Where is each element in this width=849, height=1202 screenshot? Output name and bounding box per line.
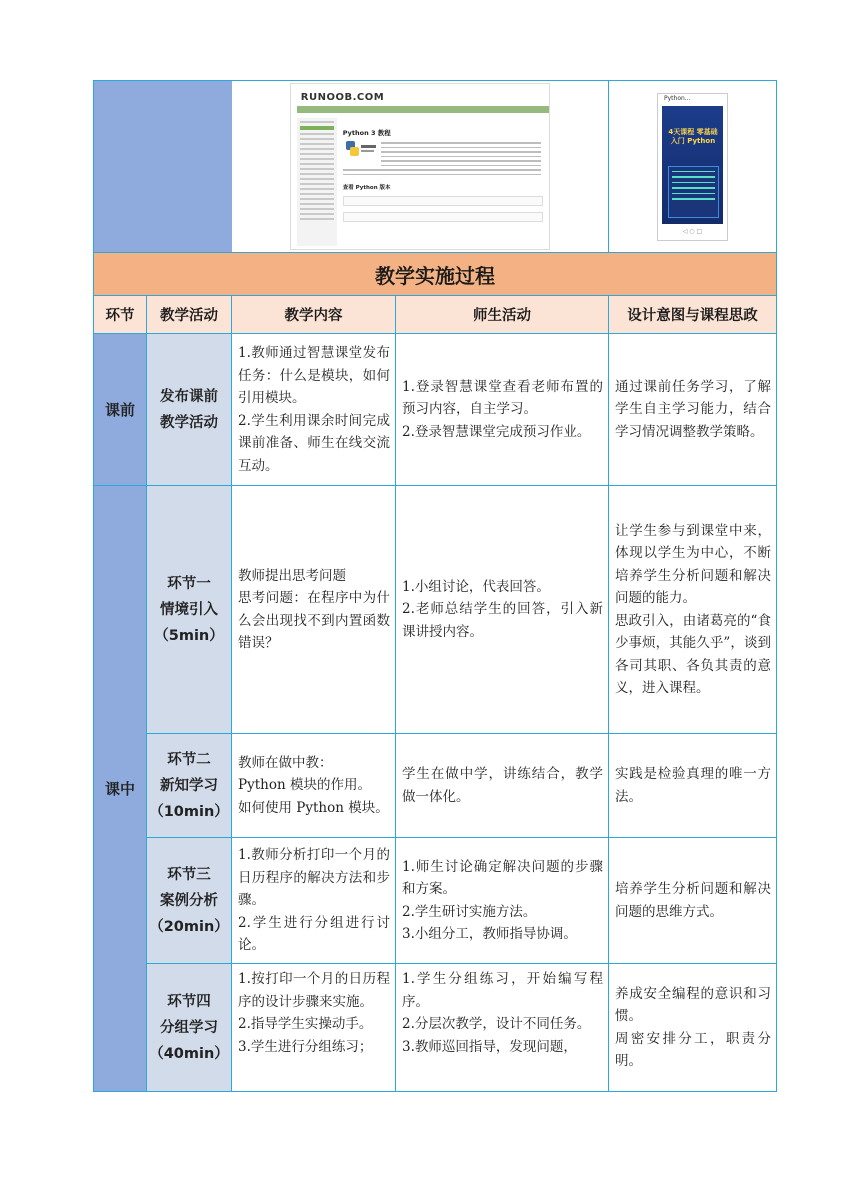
teacher-student-cell: 1.小组讨论，代表回答。 2.老师总结学生的回答，引入新课讲授内容。 bbox=[396, 486, 609, 734]
activity-cell: 环节三 案例分析 （20min） bbox=[147, 838, 232, 964]
content-cell: 1.按打印一个月的日历程序的设计步骤来实施。 2.指导学生实操动手。 3.学生进行分组练习； bbox=[232, 964, 396, 1092]
site-nav-bar bbox=[297, 106, 549, 113]
python-logo-icon bbox=[345, 139, 377, 161]
content-cell: 教师提出思考问题 思考问题：在程序中为什么会出现找不到内置函数错误？ bbox=[232, 486, 396, 734]
phone-app-title: Python... bbox=[664, 94, 691, 102]
site-logo: RUNOOB.COM bbox=[300, 92, 385, 103]
intent-cell: 实践是检验真理的唯一方法。 bbox=[609, 734, 777, 838]
table-row bbox=[94, 334, 777, 486]
screenshot-row-label-cell bbox=[94, 81, 232, 253]
section-title: 教学实施过程 bbox=[94, 253, 777, 296]
header-content: 教学内容 bbox=[232, 296, 396, 334]
header-design-intent: 设计意图与课程思政 bbox=[609, 296, 777, 334]
activity-cell: 环节四 分组学习 （40min） bbox=[147, 964, 232, 1092]
teacher-student-cell: 1.师生讨论确定解决问题的步骤和方案。 2.学生研讨实施方法。 3.小组分工，教师指导协调。 bbox=[396, 838, 609, 964]
content-cell: 教师在做中教： Python 模块的作用。 如何使用 Python 模块。 bbox=[232, 734, 396, 838]
intent-cell: 通过课前任务学习，了解学生自主学习能力，结合学习情况调整教学策略。 bbox=[609, 334, 777, 486]
course-poster bbox=[662, 106, 723, 224]
table-row bbox=[94, 734, 777, 838]
site-code-block bbox=[343, 212, 543, 222]
poster-text: 4天课程 零基础入门 Python bbox=[668, 127, 718, 145]
header-segment: 环节 bbox=[94, 296, 147, 334]
table-row bbox=[94, 486, 777, 734]
teacher-student-cell: 1.登录智慧课堂查看老师布置的预习内容，自主学习。 2.登录智慧课堂完成预习作业。 bbox=[396, 334, 609, 486]
content-cell: 1.教师通过智慧课堂发布任务：什么是模块，如何引用模块。 2.学生利用课余时间完成课前准备、师生在线交流互动。 bbox=[232, 334, 396, 486]
table-row bbox=[94, 964, 777, 1092]
teacher-student-cell: 学生在做中学，讲练结合，教学做一体化。 bbox=[396, 734, 609, 838]
site-heading: Python 3 教程 bbox=[342, 129, 391, 137]
lesson-plan-table bbox=[93, 80, 776, 1092]
phone-app-screenshot bbox=[657, 93, 728, 241]
table-row bbox=[94, 838, 777, 964]
site-body-text bbox=[343, 166, 541, 178]
intent-cell: 养成安全编程的意识和习惯。 周密安排分工，职责分明。 bbox=[609, 964, 777, 1092]
header-teacher-student: 师生活动 bbox=[396, 296, 609, 334]
activity-cell: 环节二 新知学习 （10min） bbox=[147, 734, 232, 838]
header-activity: 教学活动 bbox=[147, 296, 232, 334]
phone-screenshot-cell bbox=[609, 81, 777, 253]
table-header-row bbox=[94, 296, 777, 334]
content-cell: 1.教师分析打印一个月的日历程序的解决方法和步骤。 2.学生进行分组进行讨论。 bbox=[232, 838, 396, 964]
runoob-website-screenshot bbox=[290, 83, 550, 250]
teacher-student-cell: 1.学生分组练习，开始编写程序。 2.分层次教学，设计不同任务。 3.教师巡回指导，发现问题， bbox=[396, 964, 609, 1092]
phone-nav-bar: ◁ ○ □ bbox=[682, 227, 703, 235]
site-subheading: 查看 Python 版本 bbox=[342, 185, 391, 191]
segment-in-class: 课中 bbox=[94, 486, 147, 1092]
activity-cell: 发布课前 教学活动 bbox=[147, 334, 232, 486]
screenshot-row bbox=[94, 81, 777, 253]
activity-cell: 环节一 情境引入 （5min） bbox=[147, 486, 232, 734]
segment-pre-class: 课前 bbox=[94, 334, 147, 486]
site-intro-text bbox=[381, 139, 541, 169]
website-screenshot-cell bbox=[232, 81, 609, 253]
intent-cell: 培养学生分析问题和解决问题的思维方式。 bbox=[609, 838, 777, 964]
intent-cell: 让学生参与到课堂中来，体现以学生为中心，不断培养学生分析问题和解决问题的能力。 思政引入，由诸葛亮的“食少事烦，其能久乎”，谈到各司其职、各负其责的意义，进入课程。 bbox=[609, 486, 777, 734]
poster-info-box bbox=[668, 166, 719, 218]
site-code-block bbox=[343, 196, 543, 206]
site-sidebar bbox=[297, 118, 337, 246]
